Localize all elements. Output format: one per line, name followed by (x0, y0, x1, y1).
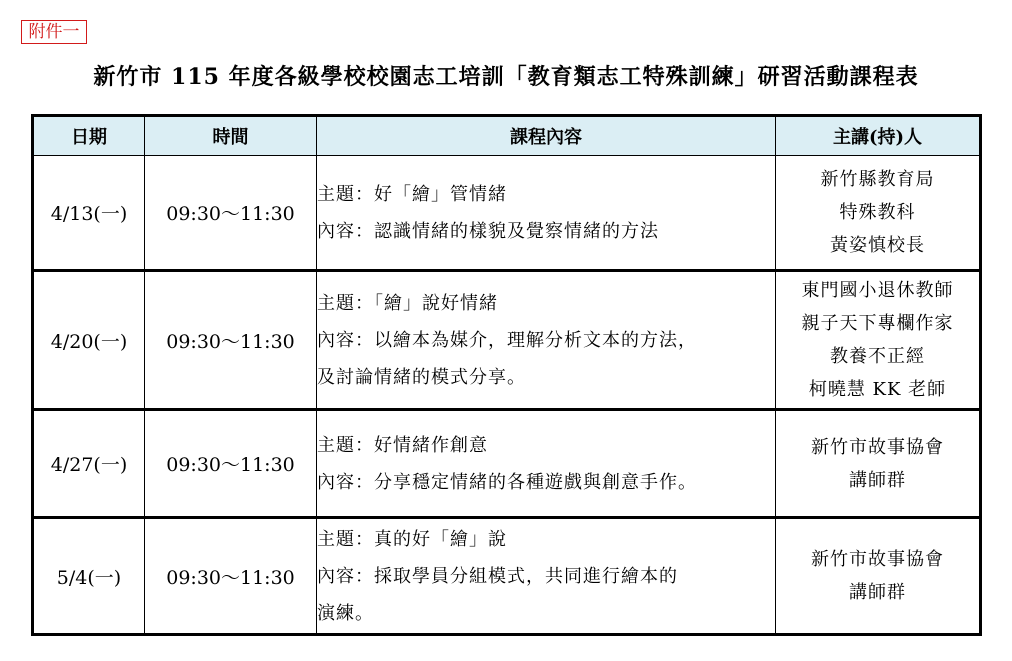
content-line: 主題：好情緒作創意 (317, 434, 488, 456)
speaker-line: 講師群 (849, 582, 906, 603)
course-schedule-table (31, 114, 982, 636)
row-content (317, 271, 776, 410)
speaker-line: 特殊教科 (839, 202, 916, 223)
row-time: 09:30～11:30 (145, 156, 317, 271)
row-speaker (776, 410, 981, 518)
speaker-line: 東門國小退休教師 (801, 280, 954, 301)
header-speaker: 主講(持)人 (776, 116, 981, 156)
speaker-line: 講師群 (849, 469, 906, 491)
speaker-line: 柯曉慧 KK 老師 (808, 379, 947, 400)
page-title: 新竹市 115 年度各級學校校園志工培訓「教育類志工特殊訓練」研習活動課程表 (93, 64, 919, 90)
content-line: 及討論情緒的模式分享。 (317, 366, 526, 388)
content-line: 內容：以繪本為媒介，理解分析文本的方法， (317, 329, 697, 351)
content-line: 內容：分享穩定情緒的各種遊戲與創意手作。 (317, 471, 697, 493)
row-time: 09:30～11:30 (145, 271, 317, 410)
content-line: 主題：真的好「繪」說 (317, 528, 507, 550)
content-line: 主題：「繪」說好情緒 (317, 292, 498, 314)
row-content (317, 518, 776, 635)
row-date: 5/4(一) (33, 518, 145, 635)
row-speaker (776, 271, 981, 410)
table-row (33, 410, 981, 518)
row-time: 09:30～11:30 (145, 410, 317, 518)
header-content: 課程內容 (317, 116, 776, 156)
table-row (33, 271, 981, 410)
speaker-line: 黃姿慎校長 (830, 235, 925, 256)
speaker-line: 新竹縣教育局 (820, 169, 935, 190)
speaker-line: 新竹市故事協會 (811, 436, 944, 458)
attachment-label: 附件一 (21, 20, 87, 44)
speaker-line: 教養不正經 (830, 346, 925, 367)
row-time: 09:30～11:30 (145, 518, 317, 635)
table-row (33, 518, 981, 635)
header-date: 日期 (33, 116, 145, 156)
content-line: 內容：認識情緒的樣貌及覺察情緒的方法 (317, 220, 659, 242)
content-line: 演練。 (317, 602, 374, 624)
content-line: 內容：採取學員分組模式，共同進行繪本的 (317, 565, 678, 587)
row-content (317, 410, 776, 518)
row-date: 4/20(一) (33, 271, 145, 410)
row-date: 4/27(一) (33, 410, 145, 518)
row-speaker (776, 518, 981, 635)
row-date: 4/13(一) (33, 156, 145, 271)
header-row (33, 116, 981, 156)
table-row (33, 156, 981, 271)
speaker-line: 新竹市故事協會 (811, 549, 944, 570)
row-speaker (776, 156, 981, 271)
speaker-line: 親子天下專欄作家 (801, 313, 954, 334)
row-content (317, 156, 776, 271)
header-time: 時間 (145, 116, 317, 156)
content-line: 主題：好「繪」管情緒 (317, 183, 507, 205)
